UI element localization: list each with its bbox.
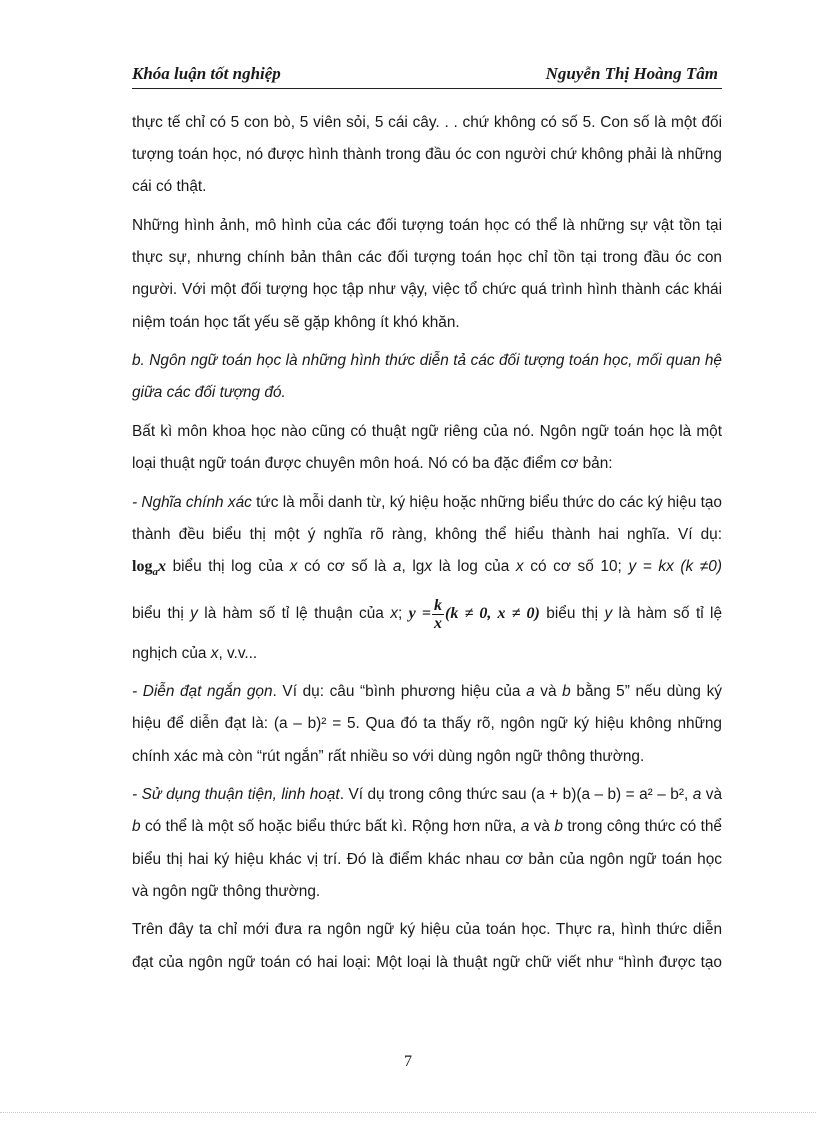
paragraph-9: - Diễn đạt ngắn gọn. Ví dụ: câu “bình phương hiệu của a và b bằng 5” nếu dùng ký hiệu để diễn đạt là: (a – b)² = 5. Qua đó ta thấy rõ, ngôn ngữ ký hiệu không những chính xác mà còn “rút ngắn” rất nhiều so với dùng ngôn ngữ thông thường. <box>132 683 722 765</box>
header-author: Nguyễn Thị Hoàng Tâm <box>545 64 718 83</box>
paragraph-8: nghịch của x, v.v... <box>132 644 258 662</box>
paragraph-text: Bất kì môn khoa học nào cũng có thuật ngữ riêng của nó. Ngôn ngữ toán học là một loại thuật ngữ toán được chuyên môn hoá. Nó có ba đặc điểm cơ bản: <box>132 423 722 473</box>
paragraph-7: biểu thị y là hàm số tỉ lệ thuận của x; y = $\frac{k}{x}$ (k ≠ 0, x ≠ 0) biểu thị y là hàm số tỉ lệ <box>132 596 723 632</box>
paragraph-2 <box>132 210 722 339</box>
paragraph-4 <box>132 416 722 480</box>
equation-inverse-proportion: y = $\frac{k}{x}$ (k ≠ 0, x ≠ 0) <box>408 596 540 632</box>
paragraph-text: Những hình ảnh, mô hình của các đối tượng toán học có thể là những sự vật tồn tại thực sự, nhưng chính bản thân các đối tượng toán học chỉ tồn tại trong đầu óc con người. Với một đối tượng học tập như vậy, việc tổ chức quá trình hình thành các khái niệm toán học tất yếu sẽ gặp không ít khó khăn. <box>132 217 722 331</box>
paragraph-text: tức là mỗi danh từ, ký hiệu hoặc những biểu thức do các ký hiệu tạo thành đều biểu thị một ý nghĩa rõ ràng, không thể hiểu thành hai nghĩa. Ví dụ: <box>132 493 722 543</box>
equation-direct-proportion: y = kx (k ≠0) <box>628 558 722 576</box>
term-italic: - Nghĩa chính xác <box>132 493 252 511</box>
paragraph-11 <box>132 914 722 978</box>
section-heading-text: b. Ngôn ngữ toán học là những hình thức diễn tả các đối tượng toán học, mối quan hệ giữa các đối tượng đó. <box>132 352 722 402</box>
page-number: 7 <box>404 1053 412 1070</box>
fraction: $\frac{k}{x}$ <box>434 596 443 632</box>
paragraph-10: - Sử dụng thuận tiện, linh hoạt. Ví dụ trong công thức sau (a + b)(a – b) = a² – b², a và b có thể là một số hoặc biểu thức bất kì. Rộng hơn nữa, a và b trong công thức có thể biểu thị hai ký hiệu khác vị trí. Đó là điểm khác nhau cơ bản của ngôn ngữ toán học và ngôn ngữ thông thường. <box>132 786 723 900</box>
term-italic: - Sử dụng thuận tiện, linh hoạt <box>132 786 340 804</box>
paragraph-text: thực tế chỉ có 5 con bò, 5 viên sỏi, 5 cái cây. . . chứ không có số 5. Con số là một đối tượng toán học, nó được hình thành trong đầu óc con người chứ không phải là những cái có thật. <box>132 114 722 196</box>
log-expression: $\log_ax$ <box>132 558 166 579</box>
section-heading-b <box>132 345 722 409</box>
page-header <box>132 62 722 89</box>
header-title: Khóa luận tốt nghiệp <box>132 64 281 83</box>
paragraph-1 <box>132 107 722 204</box>
term-italic: - Diễn đạt ngắn gọn <box>132 683 273 701</box>
paragraph-6: $\log_ax$ biểu thị log của x có cơ số là a, lgx là log của x có cơ số 10; y = kx (k ≠0) <box>132 558 722 579</box>
page-edge-divider <box>0 1112 816 1113</box>
paragraph-text: Trên đây ta chỉ mới đưa ra ngôn ngữ ký hiệu của toán học. Thực ra, hình thức diễn đạt của ngôn ngữ toán có hai loại: Một loại là thuật ngữ chữ viết như “hình được tạo <box>132 921 722 971</box>
paragraph-5 <box>132 487 722 551</box>
page-body <box>132 107 722 985</box>
